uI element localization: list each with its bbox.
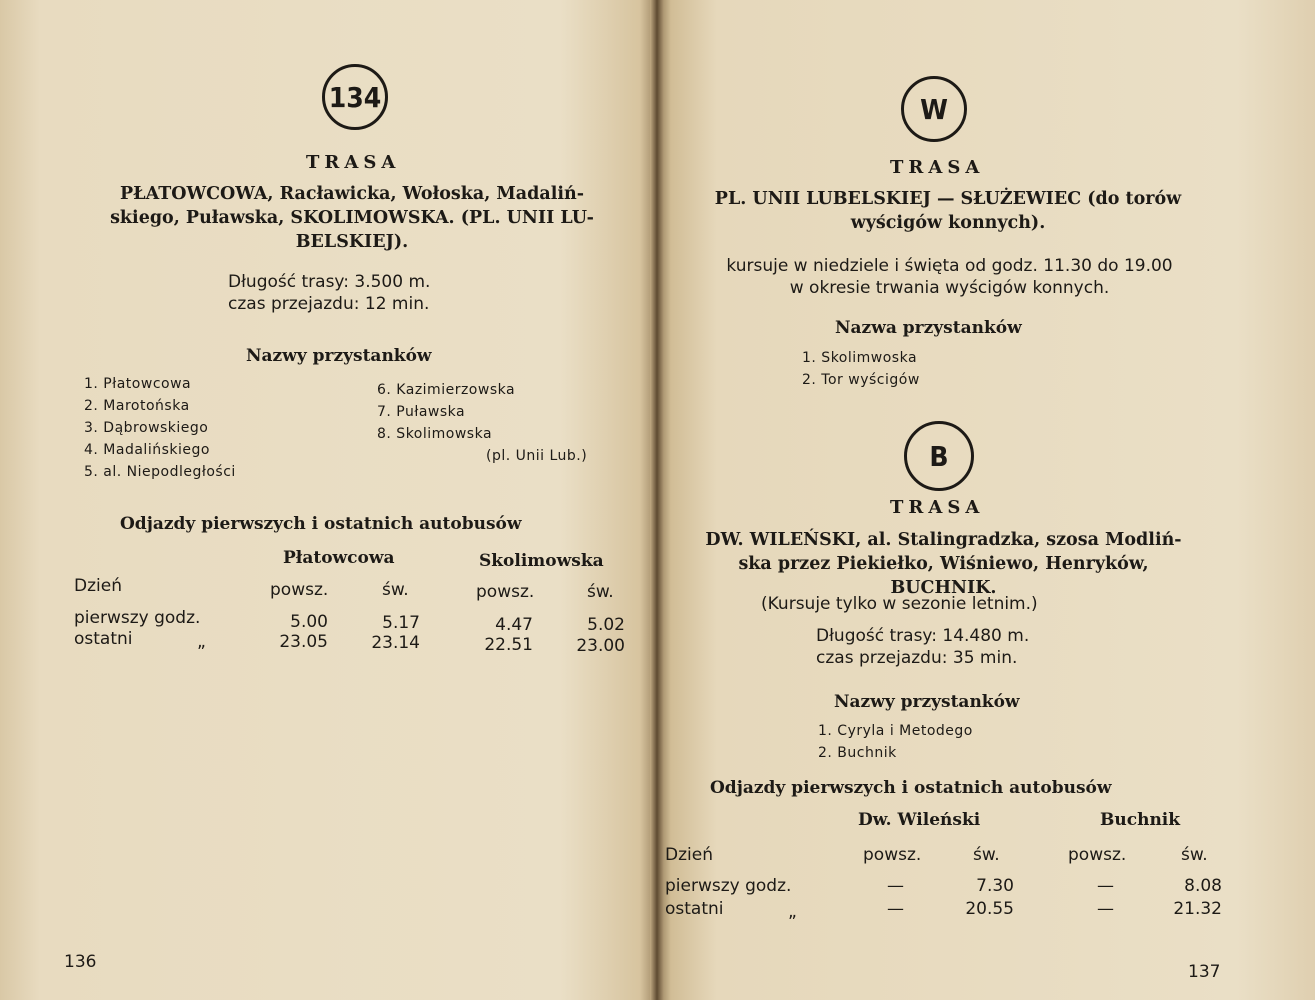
- time-cell: 8.08: [1184, 876, 1222, 896]
- stop-note: (pl. Unii Lub.): [486, 448, 588, 464]
- time-cell: 20.55: [965, 899, 1014, 919]
- time-cell: 23.00: [576, 636, 625, 656]
- stop-item: 1. Cyryla i Metodego: [818, 723, 973, 739]
- book-gutter: [650, 0, 664, 1000]
- row-last-label: ostatni: [665, 899, 724, 919]
- stops-heading: Nazwa przystanków: [835, 318, 1022, 338]
- row-last-label: ostatni: [74, 629, 133, 649]
- right-page: [657, 0, 1315, 1000]
- stop-item: 7. Puławska: [377, 404, 466, 420]
- stop-item: 6. Kazimierzowska: [377, 382, 516, 398]
- terminus-header: Dw. Wileński: [858, 810, 981, 830]
- col-holiday: św.: [587, 582, 614, 602]
- time-cell: —: [887, 899, 904, 919]
- trasa-heading: TRASA: [890, 497, 985, 518]
- time-cell: —: [1097, 899, 1114, 919]
- time-cell: 5.17: [382, 613, 420, 633]
- left-page: [0, 0, 657, 1000]
- route-line: wyścigów konnych).: [850, 213, 1046, 233]
- trasa-heading: TRASA: [890, 157, 985, 178]
- stop-item: 2. Marotońska: [84, 398, 190, 414]
- time-cell: —: [1097, 876, 1114, 896]
- ditto-mark: „: [197, 632, 206, 652]
- page-number: 136: [64, 952, 97, 972]
- travel-time: czas przejazdu: 35 min.: [816, 648, 1018, 668]
- route-number: W: [920, 92, 948, 126]
- stop-item: 4. Madalińskiego: [84, 442, 210, 458]
- col-holiday: św.: [973, 845, 1000, 865]
- terminus-header: Płatowcowa: [283, 548, 395, 568]
- time-cell: 21.32: [1173, 899, 1222, 919]
- terminus-header: Skolimowska: [479, 551, 604, 571]
- stops-heading: Nazwy przystanków: [834, 692, 1020, 712]
- col-holiday: św.: [382, 580, 409, 600]
- route-b-badge: [904, 421, 974, 491]
- route-description: [661, 528, 1226, 600]
- route-description: [72, 182, 632, 254]
- route-w-badge: [901, 76, 967, 142]
- terminus-header: Buchnik: [1100, 810, 1181, 830]
- col-holiday: św.: [1181, 845, 1208, 865]
- route-length: Długość trasy: 3.500 m.: [228, 272, 431, 292]
- row-first-label: pierwszy godz.: [74, 608, 201, 628]
- route-line: skiego, Puławska, SKOLIMOWSKA. (PL. UNII LU-: [110, 208, 594, 228]
- departures-heading: Odjazdy pierwszych i ostatnich autobusów: [120, 514, 522, 534]
- col-weekday: powsz.: [476, 582, 535, 602]
- route-description: [663, 187, 1233, 235]
- trasa-heading: TRASA: [306, 152, 401, 173]
- schedule-line: w okresie trwania wyścigów konnych.: [789, 278, 1110, 298]
- day-label: Dzień: [665, 845, 713, 865]
- schedule-note: [667, 255, 1232, 299]
- col-weekday: powsz.: [1068, 845, 1127, 865]
- stop-item: 1. Płatowcowa: [84, 376, 192, 392]
- stop-item: 3. Dąbrowskiego: [84, 420, 209, 436]
- schedule-line: kursuje w niedziele i święta od godz. 11.30 do 19.00: [726, 256, 1173, 276]
- route-line: BUCHNIK.: [890, 578, 997, 598]
- stop-item: 2. Buchnik: [818, 745, 897, 761]
- time-cell: —: [887, 876, 904, 896]
- route-line: ska przez Piekiełko, Wiśniewo, Henryków,: [738, 554, 1149, 574]
- time-cell: 5.02: [587, 615, 625, 635]
- route-line: PŁATOWCOWA, Racławicka, Wołoska, Madaliń-: [120, 184, 584, 204]
- page-number: 137: [1188, 962, 1221, 982]
- time-cell: 23.14: [371, 633, 420, 653]
- season-note: (Kursuje tylko w sezonie letnim.): [761, 594, 1038, 614]
- route-length: Długość trasy: 14.480 m.: [816, 626, 1030, 646]
- time-cell: 5.00: [290, 612, 328, 632]
- route-line: DW. WILEŃSKI, al. Stalingradzka, szosa Modliń-: [705, 530, 1182, 550]
- route-line: PL. UNII LUBELSKIEJ — SŁUŻEWIEC (do torów: [714, 189, 1182, 209]
- travel-time: czas przejazdu: 12 min.: [228, 294, 430, 314]
- route-number: B: [929, 439, 949, 473]
- time-cell: 4.47: [495, 615, 533, 635]
- col-weekday: powsz.: [270, 580, 329, 600]
- col-weekday: powsz.: [863, 845, 922, 865]
- day-label: Dzień: [74, 576, 122, 596]
- route-134-badge: [322, 64, 388, 130]
- departures-heading: Odjazdy pierwszych i ostatnich autobusów: [710, 778, 1112, 798]
- route-line: BELSKIEJ).: [295, 232, 409, 252]
- time-cell: 22.51: [484, 635, 533, 655]
- time-cell: 7.30: [976, 876, 1014, 896]
- stop-item: 2. Tor wyścigów: [802, 372, 920, 388]
- row-first-label: pierwszy godz.: [665, 876, 792, 896]
- stops-heading: Nazwy przystanków: [246, 346, 432, 366]
- stop-item: 8. Skolimowska: [377, 426, 493, 442]
- route-number: 134: [328, 80, 382, 114]
- time-cell: 23.05: [279, 632, 328, 652]
- stop-item: 1. Skolimwoska: [802, 350, 918, 366]
- stop-item: 5. al. Niepodległości: [84, 464, 236, 480]
- ditto-mark: „: [788, 902, 797, 922]
